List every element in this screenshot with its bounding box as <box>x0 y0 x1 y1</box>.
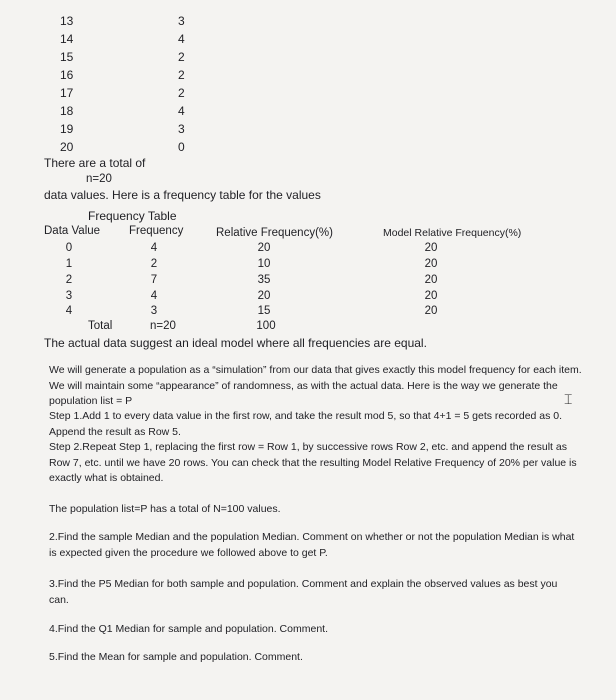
column-header: Frequency <box>129 225 184 237</box>
question-5: 5.Find the Mean for sample and population. Comment. <box>49 651 303 663</box>
table-cell: 35 <box>257 274 271 286</box>
data-index: 18 <box>60 104 74 118</box>
total-n: n=20 <box>150 320 176 332</box>
data-value: 2 <box>178 50 185 64</box>
column-header: Model Relative Frequency(%) <box>383 227 522 239</box>
step-2: Step 2.Repeat Step 1, replacing the first row = Row 1, by successive rows Row 2, etc. and append the result as Row 7, etc. until we have 20 rows. You can check that the resulting Model Relative Frequency of 20% per value is exactly what is obtained. <box>49 441 577 484</box>
data-value: 4 <box>178 32 185 46</box>
table-cell: 7 <box>150 274 158 286</box>
data-value: 2 <box>178 68 185 82</box>
table-cell: 2 <box>65 274 73 286</box>
table-cell: 20 <box>257 290 271 302</box>
data-index: 14 <box>60 32 74 46</box>
table-cell: 20 <box>424 274 438 286</box>
question-3: 3.Find the P5 Median for both sample and population. Comment and explain the observed values as best you can. <box>49 578 558 606</box>
table-cell: 20 <box>424 305 438 317</box>
sample-size: n=20 <box>86 173 112 185</box>
intro-line: data values. Here is a frequency table for the values <box>44 188 321 202</box>
table-cell: 3 <box>65 290 73 302</box>
table-cell: 20 <box>424 242 438 254</box>
population-note: The population list=P has a total of N=100 values. <box>49 503 281 515</box>
table-cell: 10 <box>257 258 271 270</box>
table-cell: 20 <box>257 242 271 254</box>
data-index: 15 <box>60 50 74 64</box>
table-cell: 4 <box>150 290 158 302</box>
summary-line: The actual data suggest an ideal model where all frequencies are equal. <box>44 336 427 350</box>
table-cell: 15 <box>257 305 271 317</box>
question-4: 4.Find the Q1 Median for sample and population. Comment. <box>49 623 328 635</box>
data-index: 16 <box>60 68 74 82</box>
table-cell: 3 <box>150 305 158 317</box>
total-relative: 100 <box>256 320 276 332</box>
data-index: 17 <box>60 86 74 100</box>
table-cell: 20 <box>424 258 438 270</box>
data-index: 20 <box>60 140 74 154</box>
data-value: 3 <box>178 122 185 136</box>
data-index: 19 <box>60 122 74 136</box>
total-label: Total <box>88 320 113 332</box>
table-cell: 0 <box>65 242 73 254</box>
table-cell: 1 <box>65 258 73 270</box>
text-cursor-icon: ⌶ <box>564 392 573 408</box>
table-cell: 2 <box>150 258 158 270</box>
column-header: Data Value <box>44 225 101 237</box>
table-cell: 4 <box>150 242 158 254</box>
table-title: Frequency Table <box>88 209 177 223</box>
table-cell: 20 <box>424 290 438 302</box>
step-1: Step 1.Add 1 to every data value in the first row, and take the result mod 5, so that 4+1 = 5 gets recorded as 0. Append the result as Row 5. <box>49 410 563 438</box>
intro-line: There are a total of <box>44 156 146 170</box>
data-value: 2 <box>178 86 185 100</box>
data-value: 4 <box>178 104 185 118</box>
data-value: 3 <box>178 14 185 28</box>
table-cell: 4 <box>65 305 73 317</box>
data-value: 0 <box>178 140 185 154</box>
question-2: 2.Find the sample Median and the population Median. Comment on whether or not the population Median is what is expected given the procedure we followed above to get P. <box>49 531 575 559</box>
data-index: 13 <box>60 14 74 28</box>
intro-paragraph: We will generate a population as a “simulation” from our data that gives exactly this model frequency for each item. We will maintain some “appearance” of randomness, as with the actual data. Here is the way we generate the population list = P <box>49 364 582 407</box>
column-header: Relative Frequency(%) <box>216 227 333 239</box>
